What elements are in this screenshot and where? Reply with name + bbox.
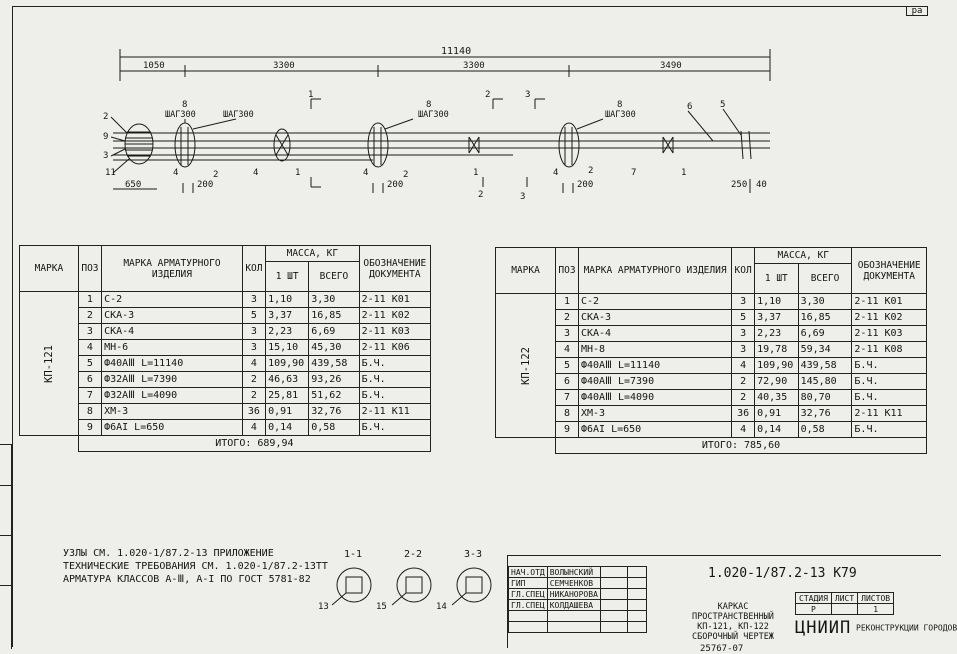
cell-one: 25,81 bbox=[266, 388, 309, 404]
table-row bbox=[496, 294, 927, 310]
cell-item: МН-8 bbox=[578, 342, 731, 358]
name: ВОЛЫНСКИЙ bbox=[547, 567, 600, 578]
th-item: МАРКА АРМАТУРНОГО ИЗДЕЛИЯ bbox=[578, 248, 731, 294]
table-row bbox=[20, 420, 431, 436]
cell-qty: 2 bbox=[732, 390, 755, 406]
cell-one: 3,37 bbox=[755, 310, 798, 326]
cell-pos: 8 bbox=[556, 406, 579, 422]
cell-all: 80,70 bbox=[798, 390, 852, 406]
total-left: ИТОГО: 689,94 bbox=[78, 436, 430, 452]
total-right: ИТОГО: 785,60 bbox=[556, 438, 927, 454]
cell-item: ХМ-3 bbox=[578, 406, 731, 422]
cell-qty: 2 bbox=[242, 372, 265, 388]
document-code: 1.020-1/87.2-13 К79 bbox=[708, 566, 857, 581]
drawing-title bbox=[658, 602, 808, 642]
cell-item: Ф40АⅢ L=11140 bbox=[102, 356, 243, 372]
svg-text:4: 4 bbox=[253, 168, 259, 178]
cell-doc: Б.Ч. bbox=[852, 422, 927, 438]
svg-text:2: 2 bbox=[403, 170, 409, 180]
cell-all: 439,58 bbox=[309, 356, 359, 372]
dim-650: 650 bbox=[125, 180, 142, 190]
org-text: РЕКОНСТРУКЦИИ ГОРОДОВ bbox=[856, 623, 957, 633]
role: ГЛ.СПЕЦ bbox=[509, 589, 548, 600]
svg-text:2: 2 bbox=[485, 90, 491, 100]
cell-all: 145,80 bbox=[798, 374, 852, 390]
th-mass: МАССА, КГ bbox=[755, 248, 852, 264]
cell-all: 32,76 bbox=[309, 404, 359, 420]
cell-pos: 8 bbox=[78, 404, 101, 420]
dim-250: 250 bbox=[731, 180, 748, 190]
dim-200-c: 200 bbox=[577, 180, 594, 190]
th-all: ВСЕГО bbox=[309, 262, 359, 292]
signature-row bbox=[509, 567, 647, 578]
stage-table bbox=[795, 592, 894, 615]
th-item: МАРКА АРМАТУРНОГО ИЗДЕЛИЯ bbox=[102, 246, 243, 292]
organization bbox=[795, 618, 957, 638]
svg-text:7: 7 bbox=[631, 168, 637, 178]
cell-doc: Б.Ч. bbox=[359, 356, 430, 372]
cell-doc: Б.Ч. bbox=[359, 388, 430, 404]
section-label-3: 3-3 bbox=[464, 549, 483, 560]
th-all: ВСЕГО bbox=[798, 264, 852, 294]
svg-text:3: 3 bbox=[520, 192, 526, 202]
th-mark: МАРКА bbox=[20, 246, 79, 292]
cell-doc: 2-11 К11 bbox=[359, 404, 430, 420]
th-mark: МАРКА bbox=[496, 248, 556, 294]
dim-overall: 11140 bbox=[441, 46, 472, 57]
cell-doc: 2-11 К11 bbox=[852, 406, 927, 422]
cell-qty: 3 bbox=[242, 340, 265, 356]
step-label-1: ШАГ300 bbox=[165, 110, 196, 120]
cell-qty: 4 bbox=[242, 356, 265, 372]
note-line: ТЕХНИЧЕСКИЕ ТРЕБОВАНИЯ СМ. 1.020-1/87.2-13ТТ bbox=[63, 561, 328, 572]
cell-one: 72,90 bbox=[755, 374, 798, 390]
cell-one: 3,37 bbox=[266, 308, 309, 324]
svg-text:5: 5 bbox=[720, 100, 726, 110]
table-row bbox=[496, 342, 927, 358]
cell-doc: Б.Ч. bbox=[852, 358, 927, 374]
cell-all: 0,58 bbox=[309, 420, 359, 436]
cell-doc: 2-11 К03 bbox=[852, 326, 927, 342]
cell-item: ХМ-3 bbox=[102, 404, 243, 420]
stirrup-cluster-4 bbox=[559, 123, 579, 167]
cell-qty: 4 bbox=[242, 420, 265, 436]
spec-table-right bbox=[495, 247, 927, 454]
name: НИКАНОРОВА bbox=[547, 589, 600, 600]
cell-item: Ф6АI L=650 bbox=[102, 420, 243, 436]
cell-qty: 2 bbox=[242, 388, 265, 404]
cell-item: СКА-3 bbox=[578, 310, 731, 326]
drawing-sheet bbox=[12, 6, 957, 647]
cell-pos: 2 bbox=[556, 310, 579, 326]
role: ГЛ.СПЕЦ bbox=[509, 600, 548, 611]
svg-text:6: 6 bbox=[687, 102, 693, 112]
cell-all: 3,30 bbox=[309, 292, 359, 308]
stage-value: Р bbox=[796, 604, 832, 615]
cell-qty: 4 bbox=[732, 422, 755, 438]
cell-one: 1,10 bbox=[755, 294, 798, 310]
archive-number: 25767-07 bbox=[700, 644, 744, 654]
cell-all: 32,76 bbox=[798, 406, 852, 422]
cell-pos: 7 bbox=[78, 388, 101, 404]
cell-all: 3,30 bbox=[798, 294, 852, 310]
mark-label: КП-121 bbox=[42, 344, 55, 383]
th-one: 1 ШТ bbox=[266, 262, 309, 292]
cell-item: Ф32АⅢ L=4090 bbox=[102, 388, 243, 404]
sheets-value: 1 bbox=[858, 604, 894, 615]
svg-text:8: 8 bbox=[182, 100, 188, 110]
cell-all: 16,85 bbox=[798, 310, 852, 326]
title-block-stamp bbox=[507, 555, 957, 648]
cell-item: СКА-3 bbox=[102, 308, 243, 324]
cell-one: 19,78 bbox=[755, 342, 798, 358]
left-margin-strip bbox=[0, 444, 12, 649]
cell-doc: Б.Ч. bbox=[359, 420, 430, 436]
svg-text:2: 2 bbox=[588, 166, 594, 176]
dim-40: 40 bbox=[756, 180, 767, 190]
cell-pos: 9 bbox=[556, 422, 579, 438]
cell-pos: 5 bbox=[556, 358, 579, 374]
role: НАЧ.ОТД bbox=[509, 567, 548, 578]
dim-3300-a: 3300 bbox=[273, 61, 295, 71]
section-ref-3: 14 bbox=[436, 602, 447, 612]
cell-pos: 6 bbox=[78, 372, 101, 388]
cell-item: Ф6АI L=650 bbox=[578, 422, 731, 438]
table-row bbox=[496, 358, 927, 374]
table-row bbox=[496, 406, 927, 422]
name: КОЛДАШЕВА bbox=[547, 600, 600, 611]
table-row bbox=[496, 390, 927, 406]
table-row bbox=[496, 310, 927, 326]
cell-one: 40,35 bbox=[755, 390, 798, 406]
notes-block bbox=[63, 547, 328, 586]
cell-qty: 5 bbox=[732, 310, 755, 326]
th-doc: ОБОЗНАЧЕНИЕ ДОКУМЕНТА bbox=[852, 248, 927, 294]
svg-text:1: 1 bbox=[308, 90, 314, 100]
svg-text:2: 2 bbox=[478, 190, 484, 200]
cell-one: 1,10 bbox=[266, 292, 309, 308]
section-label-2: 2-2 bbox=[404, 549, 423, 560]
spec-table-left bbox=[19, 245, 431, 452]
cell-one: 109,90 bbox=[266, 356, 309, 372]
cell-item: С-2 bbox=[578, 294, 731, 310]
table-row bbox=[20, 324, 431, 340]
cell-item: С-2 bbox=[102, 292, 243, 308]
step-label-3: ШАГ300 bbox=[418, 110, 449, 120]
table-row bbox=[20, 292, 431, 308]
th-pos: ПОЗ bbox=[78, 246, 101, 292]
title-line: ПРОСТРАНСТВЕННЫЙ bbox=[692, 612, 774, 622]
th-mass: МАССА, КГ bbox=[266, 246, 360, 262]
cell-qty: 2 bbox=[732, 374, 755, 390]
th-doc: ОБОЗНАЧЕНИЕ ДОКУМЕНТА bbox=[359, 246, 430, 292]
th-one: 1 ШТ bbox=[755, 264, 798, 294]
cell-pos: 5 bbox=[78, 356, 101, 372]
cell-one: 0,91 bbox=[755, 406, 798, 422]
th-qty: КОЛ bbox=[242, 246, 265, 292]
table-row bbox=[20, 308, 431, 324]
cell-pos: 9 bbox=[78, 420, 101, 436]
cell-all: 6,69 bbox=[309, 324, 359, 340]
title-line: КАРКАС bbox=[717, 602, 749, 612]
svg-text:3: 3 bbox=[525, 90, 531, 100]
cell-qty: 4 bbox=[732, 358, 755, 374]
cell-all: 439,58 bbox=[798, 358, 852, 374]
dim-200-a: 200 bbox=[197, 180, 214, 190]
cell-one: 109,90 bbox=[755, 358, 798, 374]
svg-text:1: 1 bbox=[473, 168, 479, 178]
cell-doc: 2-11 К02 bbox=[359, 308, 430, 324]
sheets-header: ЛИСТОВ bbox=[858, 593, 894, 604]
cell-one: 2,23 bbox=[266, 324, 309, 340]
cell-all: 45,30 bbox=[309, 340, 359, 356]
cell-pos: 1 bbox=[78, 292, 101, 308]
cell-pos: 4 bbox=[78, 340, 101, 356]
table-row bbox=[496, 326, 927, 342]
svg-text:4: 4 bbox=[553, 168, 559, 178]
table-row bbox=[496, 422, 927, 438]
th-qty: КОЛ bbox=[732, 248, 755, 294]
stirrup-cluster-3 bbox=[368, 123, 388, 167]
cell-all: 6,69 bbox=[798, 326, 852, 342]
cell-qty: 3 bbox=[732, 326, 755, 342]
cell-item: Ф40АⅢ L=11140 bbox=[578, 358, 731, 374]
dim-3300-b: 3300 bbox=[463, 61, 485, 71]
cell-pos: 2 bbox=[78, 308, 101, 324]
stage-header: СТАДИЯ bbox=[796, 593, 832, 604]
cell-pos: 4 bbox=[556, 342, 579, 358]
table-row bbox=[20, 388, 431, 404]
cell-all: 59,34 bbox=[798, 342, 852, 358]
svg-text:8: 8 bbox=[426, 100, 432, 110]
cell-pos: 3 bbox=[556, 326, 579, 342]
sheet-corner-tag: ра bbox=[906, 7, 928, 16]
cell-doc: 2-11 К06 bbox=[359, 340, 430, 356]
org-abbr: ЦНИИП bbox=[795, 618, 852, 638]
svg-text:1: 1 bbox=[681, 168, 687, 178]
cell-pos: 6 bbox=[556, 374, 579, 390]
section-ref-2: 15 bbox=[376, 602, 387, 612]
cell-doc: 2-11 К01 bbox=[359, 292, 430, 308]
cell-doc: Б.Ч. bbox=[852, 374, 927, 390]
svg-text:9: 9 bbox=[103, 132, 109, 142]
cell-item: Ф40АⅢ L=4090 bbox=[578, 390, 731, 406]
dim-1050: 1050 bbox=[143, 61, 165, 71]
table-row bbox=[20, 356, 431, 372]
cell-doc: 2-11 К01 bbox=[852, 294, 927, 310]
cell-qty: 3 bbox=[732, 342, 755, 358]
assembly-drawing bbox=[73, 37, 873, 222]
th-pos: ПОЗ bbox=[556, 248, 579, 294]
svg-text:4: 4 bbox=[363, 168, 369, 178]
title-line: СБОРОЧНЫЙ ЧЕРТЕЖ bbox=[692, 632, 774, 642]
role: ГИП bbox=[509, 578, 548, 589]
stamp-signatures bbox=[508, 566, 647, 633]
cell-qty: 3 bbox=[242, 324, 265, 340]
cell-item: Ф40АⅢ L=7390 bbox=[578, 374, 731, 390]
cell-doc: 2-11 К03 bbox=[359, 324, 430, 340]
section-ref-1: 13 bbox=[318, 602, 329, 612]
step-label-2: ШАГ300 bbox=[223, 110, 254, 120]
cell-qty: 36 bbox=[732, 406, 755, 422]
cell-all: 93,26 bbox=[309, 372, 359, 388]
cell-qty: 3 bbox=[242, 292, 265, 308]
section-label-1: 1-1 bbox=[344, 549, 363, 560]
table-row bbox=[20, 372, 431, 388]
cell-doc: 2-11 К02 bbox=[852, 310, 927, 326]
cell-item: МН-6 bbox=[102, 340, 243, 356]
cell-doc: Б.Ч. bbox=[359, 372, 430, 388]
cell-pos: 1 bbox=[556, 294, 579, 310]
cell-doc: 2-11 К08 bbox=[852, 342, 927, 358]
cell-item: Ф32АⅢ L=7390 bbox=[102, 372, 243, 388]
table-row bbox=[20, 404, 431, 420]
sheet-header: ЛИСТ bbox=[831, 593, 857, 604]
cell-one: 15,10 bbox=[266, 340, 309, 356]
signature-row bbox=[509, 600, 647, 611]
svg-text:4: 4 bbox=[173, 168, 179, 178]
dim-3490: 3490 bbox=[660, 61, 682, 71]
cell-all: 16,85 bbox=[309, 308, 359, 324]
cell-item: СКА-4 bbox=[578, 326, 731, 342]
table-row bbox=[20, 340, 431, 356]
svg-text:11: 11 bbox=[105, 168, 116, 178]
cell-item: СКА-4 bbox=[102, 324, 243, 340]
svg-text:3: 3 bbox=[103, 151, 109, 161]
step-label-4: ШАГ300 bbox=[605, 110, 636, 120]
cell-one: 0,91 bbox=[266, 404, 309, 420]
cell-pos: 3 bbox=[78, 324, 101, 340]
dim-200-b: 200 bbox=[387, 180, 404, 190]
section-details bbox=[318, 547, 483, 617]
cell-qty: 36 bbox=[242, 404, 265, 420]
svg-text:8: 8 bbox=[617, 100, 623, 110]
cell-pos: 7 bbox=[556, 390, 579, 406]
cell-qty: 5 bbox=[242, 308, 265, 324]
note-line: УЗЛЫ СМ. 1.020-1/87.2-13 ПРИЛОЖЕНИЕ bbox=[63, 548, 274, 559]
cell-one: 46,63 bbox=[266, 372, 309, 388]
svg-text:2: 2 bbox=[213, 170, 219, 180]
signature-row bbox=[509, 589, 647, 600]
name: СЕМЧЕНКОВ bbox=[547, 578, 600, 589]
signature-row bbox=[509, 578, 647, 589]
cell-all: 51,62 bbox=[309, 388, 359, 404]
table-row bbox=[496, 374, 927, 390]
cell-qty: 3 bbox=[732, 294, 755, 310]
cell-one: 0,14 bbox=[755, 422, 798, 438]
mark-label: КП-122 bbox=[519, 346, 532, 385]
svg-text:1: 1 bbox=[295, 168, 301, 178]
cell-doc: Б.Ч. bbox=[852, 390, 927, 406]
note-line: АРМАТУРА КЛАССОВ А-Ⅲ, А-I ПО ГОСТ 5781-82 bbox=[63, 574, 311, 585]
cell-one: 0,14 bbox=[266, 420, 309, 436]
title-line: КП-121, КП-122 bbox=[697, 622, 769, 632]
cell-one: 2,23 bbox=[755, 326, 798, 342]
cell-all: 0,58 bbox=[798, 422, 852, 438]
svg-text:2: 2 bbox=[103, 112, 109, 122]
